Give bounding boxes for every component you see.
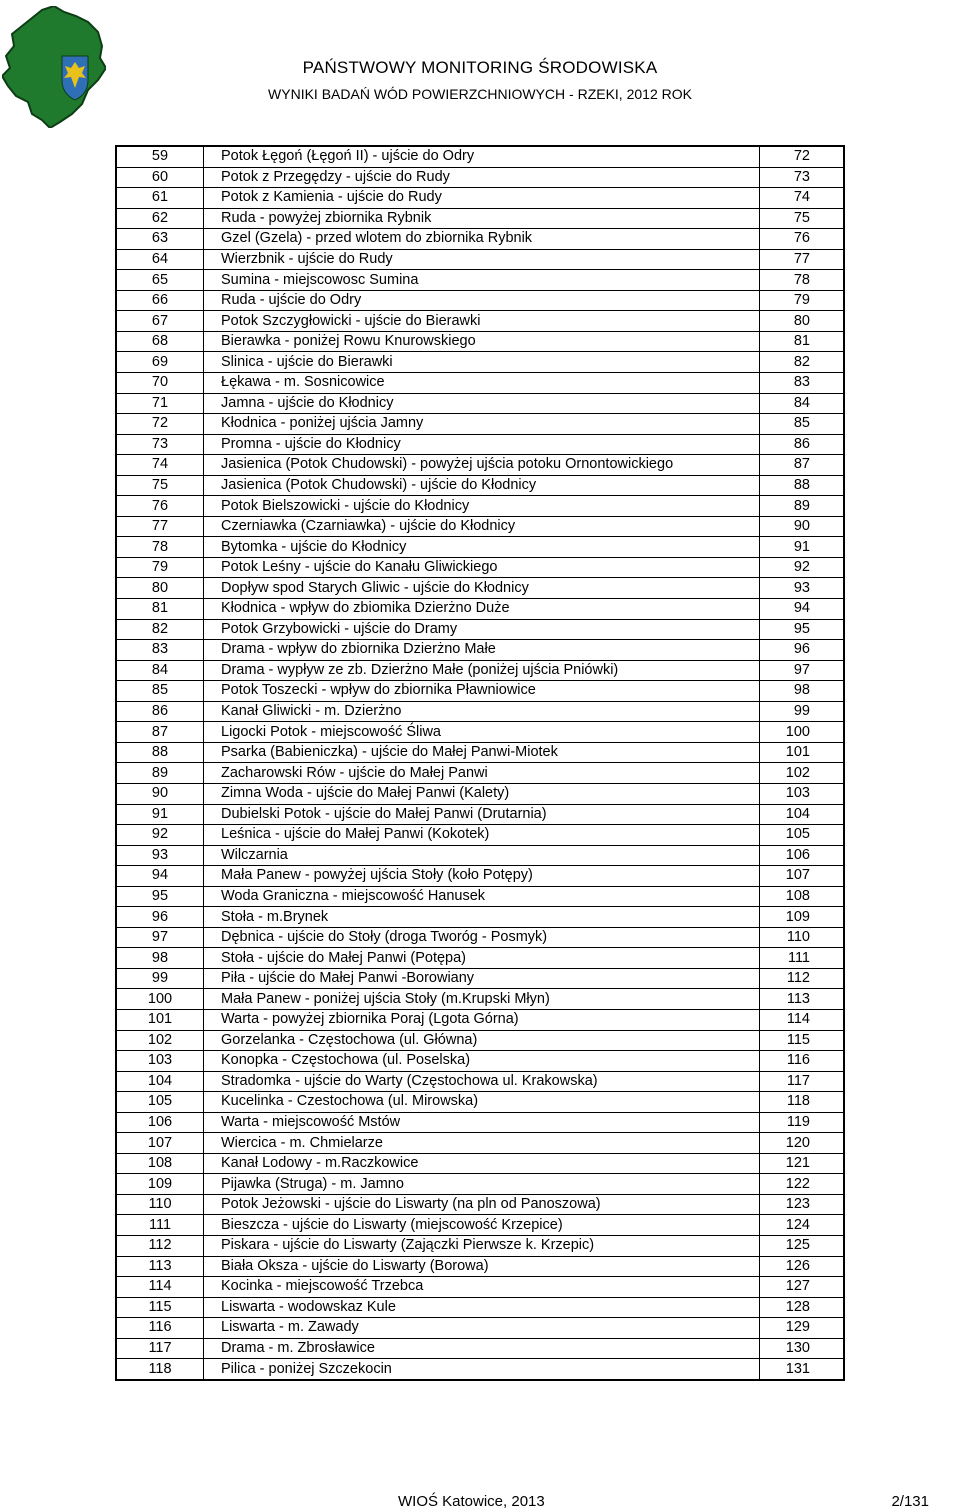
footer-organization: WIOŚ Katowice, 2013 bbox=[398, 1493, 545, 1510]
table-row bbox=[116, 290, 844, 311]
point-name: Leśnica - ujście do Małej Panwi (Kokotek) bbox=[204, 825, 760, 846]
page-reference: 111 bbox=[760, 948, 845, 969]
page-reference: 116 bbox=[760, 1051, 845, 1072]
page-reference: 125 bbox=[760, 1235, 845, 1256]
page-reference: 80 bbox=[760, 311, 845, 332]
table-row bbox=[116, 167, 844, 188]
row-number: 70 bbox=[116, 373, 204, 394]
row-number: 79 bbox=[116, 557, 204, 578]
table-row bbox=[116, 1153, 844, 1174]
table-row bbox=[116, 1174, 844, 1195]
row-number: 93 bbox=[116, 845, 204, 866]
row-number: 74 bbox=[116, 455, 204, 476]
point-name: Biała Oksza - ujście do Liswarty (Borowa) bbox=[204, 1256, 760, 1277]
table-row bbox=[116, 742, 844, 763]
point-name: Kanał Gliwicki - m. Dzierżno bbox=[204, 701, 760, 722]
point-name: Stradomka - ujście do Warty (Częstochowa ul. Krakowska) bbox=[204, 1071, 760, 1092]
row-number: 105 bbox=[116, 1092, 204, 1113]
table-row bbox=[116, 619, 844, 640]
page-reference: 107 bbox=[760, 866, 845, 887]
table-row bbox=[116, 1277, 844, 1298]
point-name: Jasienica (Potok Chudowski) - ujście do Kłodnicy bbox=[204, 475, 760, 496]
table-row bbox=[116, 968, 844, 989]
page-reference: 127 bbox=[760, 1277, 845, 1298]
page-reference: 101 bbox=[760, 742, 845, 763]
page-title: PAŃSTWOWY MONITORING ŚRODOWISKA bbox=[302, 58, 658, 77]
point-name: Kłodnica - wpływ do zbiomika Dzierżno Duże bbox=[204, 599, 760, 620]
page-reference: 74 bbox=[760, 188, 845, 209]
point-name: Wilczarnia bbox=[204, 845, 760, 866]
page-reference: 129 bbox=[760, 1318, 845, 1339]
point-name: Potok Szczygłowicki - ujście do Bierawki bbox=[204, 311, 760, 332]
row-number: 76 bbox=[116, 496, 204, 517]
row-number: 66 bbox=[116, 290, 204, 311]
row-number: 98 bbox=[116, 948, 204, 969]
point-name: Ruda - ujście do Odry bbox=[204, 290, 760, 311]
row-number: 110 bbox=[116, 1194, 204, 1215]
point-name: Woda Graniczna - miejscowość Hanusek bbox=[204, 886, 760, 907]
point-name: Bieszcza - ujście do Liswarty (miejscowość Krzepice) bbox=[204, 1215, 760, 1236]
table-row bbox=[116, 434, 844, 455]
point-name: Jasienica (Potok Chudowski) - powyżej ujścia potoku Ornontowickiego bbox=[204, 455, 760, 476]
point-name: Mała Panew - powyżej ujścia Stoły (koło Potępy) bbox=[204, 866, 760, 887]
page-reference: 92 bbox=[760, 557, 845, 578]
point-name: Potok Łęgoń (Łęgoń II) - ujście do Odry bbox=[204, 146, 760, 167]
row-number: 83 bbox=[116, 640, 204, 661]
page-reference: 128 bbox=[760, 1297, 845, 1318]
page-reference: 99 bbox=[760, 701, 845, 722]
table-row bbox=[116, 1297, 844, 1318]
table-row bbox=[116, 496, 844, 517]
point-name: Liswarta - m. Zawady bbox=[204, 1318, 760, 1339]
point-name: Ruda - powyżej zbiornika Rybnik bbox=[204, 208, 760, 229]
point-name: Mała Panew - poniżej ujścia Stoły (m.Krupski Młyn) bbox=[204, 989, 760, 1010]
point-name: Promna - ujście do Kłodnicy bbox=[204, 434, 760, 455]
row-number: 95 bbox=[116, 886, 204, 907]
table-row bbox=[116, 825, 844, 846]
row-number: 84 bbox=[116, 660, 204, 681]
table-row bbox=[116, 640, 844, 661]
page-reference: 124 bbox=[760, 1215, 845, 1236]
table-row bbox=[116, 578, 844, 599]
table-row bbox=[116, 1092, 844, 1113]
page-reference: 130 bbox=[760, 1338, 845, 1359]
table-row bbox=[116, 783, 844, 804]
point-name: Pilica - poniżej Szczekocin bbox=[204, 1359, 760, 1380]
point-name: Wierzbnik - ujście do Rudy bbox=[204, 249, 760, 270]
row-number: 82 bbox=[116, 619, 204, 640]
point-name: Drama - wpływ do zbiornika Dzierżno Małe bbox=[204, 640, 760, 661]
page-reference: 96 bbox=[760, 640, 845, 661]
point-name: Dębnica - ujście do Stoły (droga Tworóg - Posmyk) bbox=[204, 927, 760, 948]
page-reference: 81 bbox=[760, 331, 845, 352]
table-row bbox=[116, 866, 844, 887]
point-name: Drama - wypływ ze zb. Dzierżno Małe (poniżej ujścia Pniówki) bbox=[204, 660, 760, 681]
page-reference: 77 bbox=[760, 249, 845, 270]
page-reference: 102 bbox=[760, 763, 845, 784]
page-reference: 94 bbox=[760, 599, 845, 620]
page-reference: 103 bbox=[760, 783, 845, 804]
point-name: Gzel (Gzela) - przed wlotem do zbiornika Rybnik bbox=[204, 229, 760, 250]
page-reference: 113 bbox=[760, 989, 845, 1010]
page-reference: 114 bbox=[760, 1009, 845, 1030]
table-row bbox=[116, 146, 844, 167]
table-row bbox=[116, 373, 844, 394]
page-reference: 123 bbox=[760, 1194, 845, 1215]
row-number: 80 bbox=[116, 578, 204, 599]
point-name: Stoła - m.Brynek bbox=[204, 907, 760, 928]
row-number: 81 bbox=[116, 599, 204, 620]
page-reference: 98 bbox=[760, 681, 845, 702]
point-name: Potok Leśny - ujście do Kanału Gliwickiego bbox=[204, 557, 760, 578]
row-number: 73 bbox=[116, 434, 204, 455]
table-row bbox=[116, 599, 844, 620]
table-row bbox=[116, 475, 844, 496]
table-row bbox=[116, 681, 844, 702]
row-number: 96 bbox=[116, 907, 204, 928]
row-number: 113 bbox=[116, 1256, 204, 1277]
row-number: 117 bbox=[116, 1338, 204, 1359]
table-row bbox=[116, 660, 844, 681]
page-reference: 91 bbox=[760, 537, 845, 558]
row-number: 111 bbox=[116, 1215, 204, 1236]
table-row bbox=[116, 311, 844, 332]
point-name: Potok Toszecki - wpływ do zbiornika Pławniowice bbox=[204, 681, 760, 702]
point-name: Stoła - ujście do Małej Panwi (Potępa) bbox=[204, 948, 760, 969]
page-reference: 88 bbox=[760, 475, 845, 496]
row-number: 101 bbox=[116, 1009, 204, 1030]
row-number: 92 bbox=[116, 825, 204, 846]
row-number: 86 bbox=[116, 701, 204, 722]
row-number: 100 bbox=[116, 989, 204, 1010]
point-name: Bytomka - ujście do Kłodnicy bbox=[204, 537, 760, 558]
table-row bbox=[116, 845, 844, 866]
table-row bbox=[116, 1133, 844, 1154]
point-name: Piła - ujście do Małej Panwi -Borowiany bbox=[204, 968, 760, 989]
page-reference: 76 bbox=[760, 229, 845, 250]
row-number: 78 bbox=[116, 537, 204, 558]
page-reference: 115 bbox=[760, 1030, 845, 1051]
page-reference: 72 bbox=[760, 146, 845, 167]
page-reference: 126 bbox=[760, 1256, 845, 1277]
sampling-points-table bbox=[115, 145, 845, 1381]
page-reference: 82 bbox=[760, 352, 845, 373]
page-reference: 87 bbox=[760, 455, 845, 476]
table-row bbox=[116, 1256, 844, 1277]
table-row bbox=[116, 208, 844, 229]
table-row bbox=[116, 393, 844, 414]
page-reference: 104 bbox=[760, 804, 845, 825]
row-number: 60 bbox=[116, 167, 204, 188]
table-row bbox=[116, 537, 844, 558]
table-row bbox=[116, 948, 844, 969]
page-reference: 79 bbox=[760, 290, 845, 311]
row-number: 71 bbox=[116, 393, 204, 414]
table-row bbox=[116, 989, 844, 1010]
table-row bbox=[116, 1030, 844, 1051]
point-name: Konopka - Częstochowa (ul. Poselska) bbox=[204, 1051, 760, 1072]
page-reference: 85 bbox=[760, 414, 845, 435]
point-name: Drama - m. Zbrosławice bbox=[204, 1338, 760, 1359]
row-number: 61 bbox=[116, 188, 204, 209]
table-row bbox=[116, 1215, 844, 1236]
page-reference: 105 bbox=[760, 825, 845, 846]
row-number: 115 bbox=[116, 1297, 204, 1318]
page-reference: 110 bbox=[760, 927, 845, 948]
point-name: Dopływ spod Starych Gliwic - ujście do Kłodnicy bbox=[204, 578, 760, 599]
point-name: Sumina - miejscowosc Sumina bbox=[204, 270, 760, 291]
page-reference: 100 bbox=[760, 722, 845, 743]
table-row bbox=[116, 804, 844, 825]
table-row bbox=[116, 927, 844, 948]
row-number: 89 bbox=[116, 763, 204, 784]
silesia-map-logo-icon bbox=[2, 6, 106, 128]
page-reference: 86 bbox=[760, 434, 845, 455]
page-reference: 119 bbox=[760, 1112, 845, 1133]
point-name: Potok z Przegędzy - ujście do Rudy bbox=[204, 167, 760, 188]
point-name: Psarka (Babieniczka) - ujście do Małej Panwi-Miotek bbox=[204, 742, 760, 763]
page-reference: 131 bbox=[760, 1359, 845, 1380]
point-name: Wiercica - m. Chmielarze bbox=[204, 1133, 760, 1154]
table-row bbox=[116, 1051, 844, 1072]
row-number: 77 bbox=[116, 516, 204, 537]
row-number: 94 bbox=[116, 866, 204, 887]
table-row bbox=[116, 557, 844, 578]
table-row bbox=[116, 722, 844, 743]
row-number: 106 bbox=[116, 1112, 204, 1133]
point-name: Gorzelanka - Częstochowa (ul. Główna) bbox=[204, 1030, 760, 1051]
row-number: 63 bbox=[116, 229, 204, 250]
row-number: 102 bbox=[116, 1030, 204, 1051]
table-row bbox=[116, 516, 844, 537]
point-name: Pijawka (Struga) - m. Jamno bbox=[204, 1174, 760, 1195]
row-number: 97 bbox=[116, 927, 204, 948]
row-number: 116 bbox=[116, 1318, 204, 1339]
point-name: Zacharowski Rów - ujście do Małej Panwi bbox=[204, 763, 760, 784]
page-reference: 121 bbox=[760, 1153, 845, 1174]
page-reference: 109 bbox=[760, 907, 845, 928]
page-reference: 83 bbox=[760, 373, 845, 394]
table-row bbox=[116, 701, 844, 722]
row-number: 91 bbox=[116, 804, 204, 825]
row-number: 69 bbox=[116, 352, 204, 373]
row-number: 90 bbox=[116, 783, 204, 804]
point-name: Łękawa - m. Sosnicowice bbox=[204, 373, 760, 394]
table-row bbox=[116, 1338, 844, 1359]
row-number: 59 bbox=[116, 146, 204, 167]
table-row bbox=[116, 1359, 844, 1380]
table-row bbox=[116, 1235, 844, 1256]
row-number: 112 bbox=[116, 1235, 204, 1256]
row-number: 99 bbox=[116, 968, 204, 989]
page-reference: 84 bbox=[760, 393, 845, 414]
row-number: 62 bbox=[116, 208, 204, 229]
point-name: Dubielski Potok - ujście do Małej Panwi (Drutarnia) bbox=[204, 804, 760, 825]
table-row bbox=[116, 249, 844, 270]
point-name: Bierawka - poniżej Rowu Knurowskiego bbox=[204, 331, 760, 352]
table-row bbox=[116, 352, 844, 373]
table-row bbox=[116, 1194, 844, 1215]
page-reference: 97 bbox=[760, 660, 845, 681]
row-number: 87 bbox=[116, 722, 204, 743]
row-number: 107 bbox=[116, 1133, 204, 1154]
point-name: Kanał Lodowy - m.Raczkowice bbox=[204, 1153, 760, 1174]
row-number: 103 bbox=[116, 1051, 204, 1072]
table-row bbox=[116, 229, 844, 250]
row-number: 85 bbox=[116, 681, 204, 702]
point-name: Potok Grzybowicki - ujście do Dramy bbox=[204, 619, 760, 640]
row-number: 109 bbox=[116, 1174, 204, 1195]
point-name: Zimna Woda - ujście do Małej Panwi (Kalety) bbox=[204, 783, 760, 804]
table-row bbox=[116, 188, 844, 209]
row-number: 72 bbox=[116, 414, 204, 435]
point-name: Jamna - ujście do Kłodnicy bbox=[204, 393, 760, 414]
page-reference: 112 bbox=[760, 968, 845, 989]
table-row bbox=[116, 907, 844, 928]
row-number: 88 bbox=[116, 742, 204, 763]
point-name: Piskara - ujście do Liswarty (Zajączki Pierwsze k. Krzepic) bbox=[204, 1235, 760, 1256]
page-reference: 122 bbox=[760, 1174, 845, 1195]
page-reference: 90 bbox=[760, 516, 845, 537]
page-reference: 117 bbox=[760, 1071, 845, 1092]
row-number: 68 bbox=[116, 331, 204, 352]
table-row bbox=[116, 414, 844, 435]
footer-page-number: 2/131 bbox=[891, 1493, 929, 1510]
table-row bbox=[116, 886, 844, 907]
row-number: 108 bbox=[116, 1153, 204, 1174]
point-name: Kłodnica - poniżej ujścia Jamny bbox=[204, 414, 760, 435]
row-number: 65 bbox=[116, 270, 204, 291]
table-row bbox=[116, 1112, 844, 1133]
row-number: 64 bbox=[116, 249, 204, 270]
table-body bbox=[116, 146, 844, 1380]
point-name: Liswarta - wodowskaz Kule bbox=[204, 1297, 760, 1318]
table-row bbox=[116, 270, 844, 291]
point-name: Kucelinka - Czestochowa (ul. Mirowska) bbox=[204, 1092, 760, 1113]
table-row bbox=[116, 331, 844, 352]
page-reference: 75 bbox=[760, 208, 845, 229]
table-row bbox=[116, 1318, 844, 1339]
page-reference: 120 bbox=[760, 1133, 845, 1154]
point-name: Potok Bielszowicki - ujście do Kłodnicy bbox=[204, 496, 760, 517]
table-row bbox=[116, 763, 844, 784]
row-number: 75 bbox=[116, 475, 204, 496]
page-reference: 95 bbox=[760, 619, 845, 640]
point-name: Potok z Kamienia - ujście do Rudy bbox=[204, 188, 760, 209]
row-number: 118 bbox=[116, 1359, 204, 1380]
point-name: Czerniawka (Czarniawka) - ujście do Kłodnicy bbox=[204, 516, 760, 537]
point-name: Ligocki Potok - miejscowość Śliwa bbox=[204, 722, 760, 743]
page-reference: 118 bbox=[760, 1092, 845, 1113]
row-number: 67 bbox=[116, 311, 204, 332]
point-name: Potok Jeżowski - ujście do Liswarty (na pln od Panoszowa) bbox=[204, 1194, 760, 1215]
page-reference: 106 bbox=[760, 845, 845, 866]
table-row bbox=[116, 455, 844, 476]
point-name: Warta - powyżej zbiornika Poraj (Lgota Górna) bbox=[204, 1009, 760, 1030]
page-reference: 78 bbox=[760, 270, 845, 291]
row-number: 114 bbox=[116, 1277, 204, 1298]
point-name: Warta - miejscowość Mstów bbox=[204, 1112, 760, 1133]
table-row bbox=[116, 1009, 844, 1030]
page-reference: 73 bbox=[760, 167, 845, 188]
row-number: 104 bbox=[116, 1071, 204, 1092]
page-reference: 108 bbox=[760, 886, 845, 907]
point-name: Slinica - ujście do Bierawki bbox=[204, 352, 760, 373]
point-name: Kocinka - miejscowość Trzebca bbox=[204, 1277, 760, 1298]
page-subtitle: WYNIKI BADAŃ WÓD POWIERZCHNIOWYCH - RZEKI, 2012 ROK bbox=[268, 86, 692, 102]
table-row bbox=[116, 1071, 844, 1092]
page-reference: 93 bbox=[760, 578, 845, 599]
page-reference: 89 bbox=[760, 496, 845, 517]
